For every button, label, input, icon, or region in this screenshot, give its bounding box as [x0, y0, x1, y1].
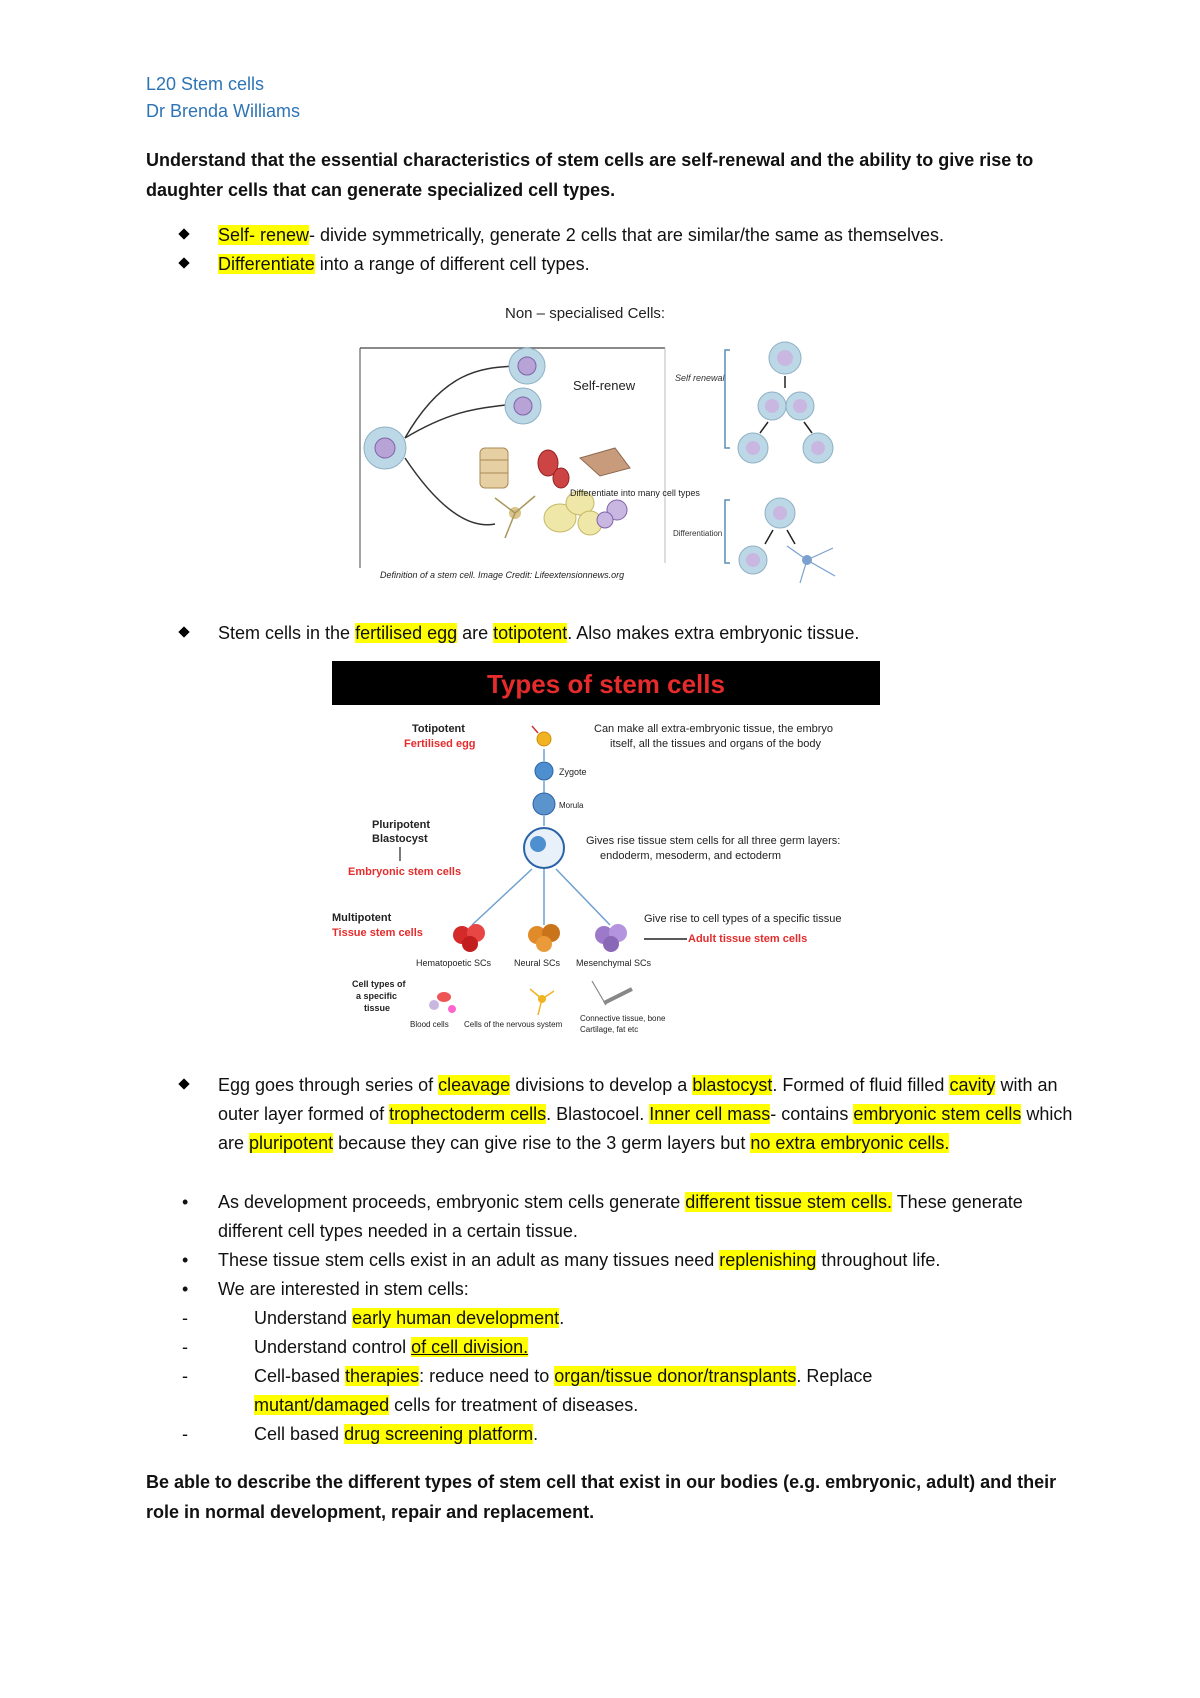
learning-objective-1: Understand that the essential characteristics of stem cells are self-renewal and the ability to give rise to daughter cells that can generate specialized cell types. [146, 150, 1034, 200]
bullet-marker: • [182, 1250, 189, 1270]
bullet-marker [178, 257, 189, 268]
self-renew-label: Self-renew [573, 378, 636, 393]
bullet-blastocyst: Egg goes through series of cleavage divisions to develop a blastocyst. Formed of fluid filled cavity with an outer layer formed of trophectoderm cells. Blastocoel. Inner cell mass- contains embryonic stem cells which are pluripotent because they can give rise to the 3 germ layers but no extra embryonic cells. [218, 1071, 1078, 1158]
bullet-marker [178, 1078, 189, 1089]
dash-item-development: - Understand early human development. [182, 1308, 565, 1328]
svg-text:Pluripotent: Pluripotent [372, 819, 431, 831]
figure-types-of-stem-cells [332, 661, 882, 1041]
differentiate-label: Differentiate into many cell types [570, 488, 700, 498]
bullet-marker [178, 626, 189, 637]
svg-text:Fertilised egg: Fertilised egg [404, 738, 476, 750]
bullet-marker: • [182, 1192, 189, 1212]
lecture-title: L20 Stem cells [146, 74, 265, 94]
svg-text:Blood cells: Blood cells [410, 1020, 449, 1029]
differentiation-side-label: Differentiation [673, 529, 723, 538]
svg-text:Cells of the nervous system: Cells of the nervous system [464, 1020, 563, 1029]
svg-text:Totipotent: Totipotent [412, 723, 465, 735]
svg-text:Adult tissue stem cells: Adult tissue stem cells [688, 933, 808, 945]
svg-text:Mesenchymal SCs: Mesenchymal SCs [576, 958, 652, 968]
svg-text:Cartilage, fat etc: Cartilage, fat etc [580, 1025, 639, 1034]
svg-text:itself, all the tissues and or: itself, all the tissues and organs of the body [610, 738, 821, 750]
figure1-title: Non – specialised Cells: [505, 305, 666, 322]
svg-text:Tissue stem cells: Tissue stem cells [332, 927, 423, 939]
svg-text:Zygote: Zygote [559, 767, 587, 777]
bullet-marker [178, 228, 189, 239]
learning-objective-2: Be able to describe the different types of stem cell that exist in our bodies (e.g. embryonic, adult) and their role in normal development, repair and replacement. [146, 1472, 1057, 1522]
bullet-self-renew: Self- renew- divide symmetrically, generate 2 cells that are similar/the same as themselves. [218, 221, 1078, 250]
svg-text:Embryonic stem cells: Embryonic stem cells [348, 866, 462, 878]
highlight: Self- renew [218, 225, 310, 245]
svg-text:Can make all extra-embryonic t: Can make all extra-embryonic tissue, the embryo [594, 723, 834, 735]
svg-text:Connective tissue, bone: Connective tissue, bone [580, 1014, 666, 1023]
figure2-title: Types of stem cells [487, 669, 725, 699]
dash-item-drug-screening: - Cell based drug screening platform. [182, 1424, 539, 1444]
svg-text:Blastocyst: Blastocyst [372, 833, 428, 845]
self-renewal-side-label: Self renewal [675, 373, 725, 383]
svg-text:Multipotent: Multipotent [332, 912, 392, 924]
dash-item-therapies: - Cell-based therapies: reduce need to organ/tissue donor/transplants. Replace mutant/damaged cells for treatment of diseases. [182, 1366, 873, 1415]
figure1-credit: Definition of a stem cell. Image Credit: Lifeextensionnews.org [380, 570, 625, 580]
figure-stem-cell-definition [355, 298, 855, 618]
svg-text:Give rise to cell types of a s: Give rise to cell types of a specific tissue [644, 913, 842, 925]
svg-text:Cell types of: Cell types of [352, 979, 406, 989]
bullet-totipotent: Stem cells in the fertilised egg are totipotent. Also makes extra embryonic tissue. [218, 619, 1078, 648]
highlight: Differentiate [218, 254, 315, 274]
bullet-replenishing: • These tissue stem cells exist in an adult as many tissues need replenishing throughout life. [218, 1246, 1078, 1275]
dash-item-division: - Understand control of cell division. [182, 1337, 529, 1357]
svg-text:endoderm, mesoderm, and ectode: endoderm, mesoderm, and ectoderm [600, 850, 781, 862]
svg-text:Hematopoetic SCs: Hematopoetic SCs [416, 958, 492, 968]
svg-text:a specific: a specific [356, 991, 398, 1001]
bullet-differentiate: Differentiate into a range of different cell types. [218, 250, 1078, 279]
bullet-development: • As development proceeds, embryonic stem cells generate different tissue stem cells. These generate different cell types needed in a certain tissue. [218, 1188, 1078, 1246]
svg-text:Gives rise tissue stem cells f: Gives rise tissue stem cells for all three germ layers: [586, 835, 841, 847]
svg-text:tissue: tissue [364, 1003, 391, 1013]
lecture-author: Dr Brenda Williams [146, 101, 301, 121]
svg-text:Morula: Morula [559, 801, 584, 810]
bullet-interest: • We are interested in stem cells: [218, 1275, 1078, 1304]
svg-text:Neural SCs: Neural SCs [514, 958, 561, 968]
bullet-marker: • [182, 1279, 189, 1299]
